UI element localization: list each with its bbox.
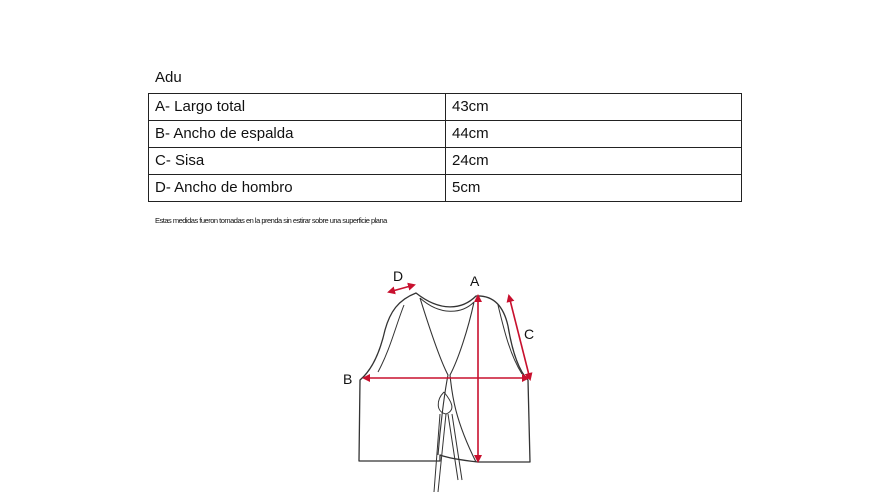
label-d: D bbox=[393, 268, 404, 284]
vest-outline bbox=[359, 293, 530, 492]
label-b: B bbox=[343, 371, 353, 387]
measure-value: 43cm bbox=[446, 94, 742, 121]
measurement-note: Estas medidas fueron tomadas en la prenda sin estirar sobre una superficie plana bbox=[155, 216, 387, 225]
measure-label: B- Ancho de espalda bbox=[149, 121, 446, 148]
measure-value: 24cm bbox=[446, 148, 742, 175]
label-a: A bbox=[470, 273, 480, 289]
arrow-d bbox=[389, 285, 414, 292]
measure-label: C- Sisa bbox=[149, 148, 446, 175]
measure-value: 44cm bbox=[446, 121, 742, 148]
label-c: C bbox=[524, 326, 535, 342]
measure-label: D- Ancho de hombro bbox=[149, 175, 446, 202]
measure-label: A- Largo total bbox=[149, 94, 446, 121]
measure-value: 5cm bbox=[446, 175, 742, 202]
size-title: Adu bbox=[155, 69, 182, 86]
